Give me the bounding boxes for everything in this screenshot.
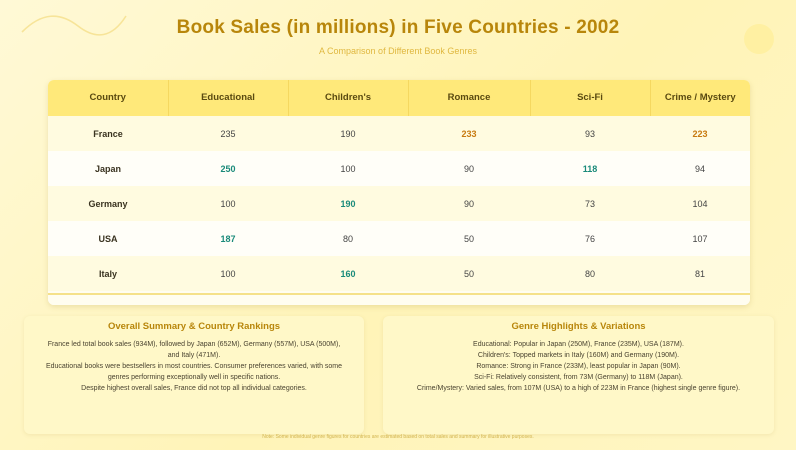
highlight-line: Romance: Strong in France (233M), least popular in Japan (90M). [476,363,681,370]
highlight-line: Educational: Popular in Japan (250M), France (235M), USA (187M). [473,341,684,348]
value-cell: 90 [463,163,474,174]
value-cell: 76 [584,233,595,244]
value-cell: 81 [694,268,705,279]
value-cell: 160 [340,268,356,279]
summary-line: genres performing exceptionally well in specific nations. [107,374,281,381]
country-cell: Italy [98,268,117,279]
value-cell: 190 [340,198,356,209]
table-row [48,151,750,186]
summary-line: France led total book sales (934M), followed by Japan (652M), Germany (557M), USA (500M), [47,341,341,348]
value-cell: 50 [463,268,474,279]
column-header: Crime / Mystery [650,80,750,116]
summary-line: and Italy (471M). [167,352,221,359]
highlights-panel [383,316,774,434]
value-cell: 190 [340,128,356,139]
value-cell: 223 [692,128,708,139]
value-cell: 94 [694,163,705,174]
value-cell: 73 [584,198,595,209]
highlight-line: Children's: Topped markets in Italy (160M) and Germany (190M). [477,352,680,359]
page-title: Book Sales (in millions) in Five Countries - 2002 [176,17,620,38]
country-cell: Germany [88,198,128,209]
summary-title: Overall Summary & Country Rankings [107,321,281,332]
value-cell: 107 [692,233,708,244]
value-cell: 118 [582,163,598,174]
value-cell: 100 [220,198,236,209]
value-cell: 50 [463,233,474,244]
highlights-title: Genre Highlights & Variations [511,321,646,332]
value-cell: 80 [342,233,353,244]
country-cell: USA [98,233,118,244]
page-subtitle: A Comparison of Different Book Genres [319,46,477,56]
table-header-row [48,80,750,116]
column-header: Educational [168,80,288,116]
sales-table [48,80,750,291]
value-cell: 250 [220,163,236,174]
summary-line: Educational books were bestsellers in most countries. Consumer preferences varied, with some [45,363,343,370]
table-row [48,256,750,291]
column-header: Country [89,92,126,104]
column-header: Children's [288,80,408,116]
value-cell: 90 [463,198,474,209]
table-row [48,116,750,151]
value-cell: 100 [220,268,236,279]
country-cell: France [93,128,123,139]
highlight-line: Sci-Fi: Relatively consistent, from 73M (Germany) to 118M (Japan). [474,374,683,381]
column-header: Sci-Fi [530,80,650,116]
value-cell: 100 [340,163,356,174]
country-cell: Japan [94,163,121,174]
value-cell: 93 [584,128,595,139]
value-cell: 235 [220,128,236,139]
table-footer-strip [48,293,750,305]
column-header: Romance [408,80,530,116]
highlight-line: Crime/Mystery: Varied sales, from 107M (USA) to a high of 223M in France (highest single genre figure). [416,385,741,392]
value-cell: 233 [461,128,477,139]
table-row [48,221,750,256]
sales-table-card [48,80,750,305]
value-cell: 104 [692,198,708,209]
summary-line: Despite highest overall sales, France did not top all individual categories. [81,385,307,392]
summary-panel [24,316,364,434]
value-cell: 187 [220,233,236,244]
footnote: Note: Some individual genre figures for countries are estimated based on total sales and summary for illustrative purposes. [262,434,534,440]
value-cell: 80 [584,268,595,279]
table-row [48,186,750,221]
